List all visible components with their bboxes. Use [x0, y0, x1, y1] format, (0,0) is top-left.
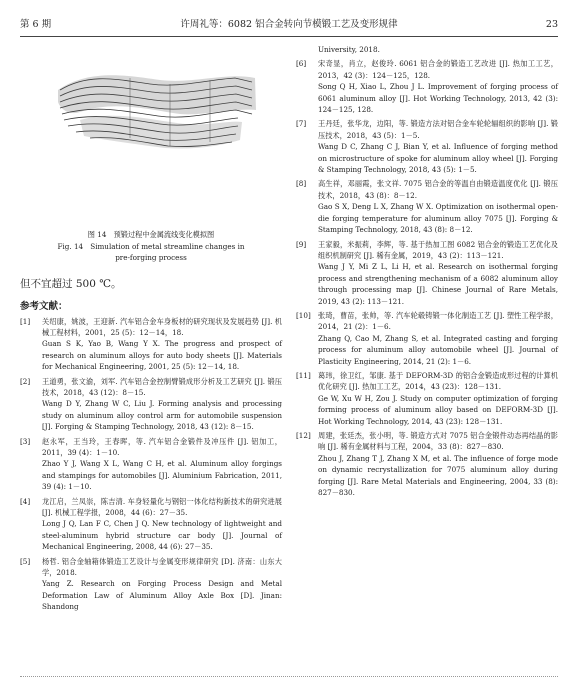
ref-number: [10]: [296, 310, 311, 320]
body-paragraph-tail: 但不宜超过 500 ℃。: [20, 277, 122, 290]
running-title: 许周礼等：6082 铝合金转向节模锻工艺及变形规律: [180, 19, 398, 30]
reference-12: [296, 430, 558, 498]
reference-7: [296, 118, 558, 175]
ref-number: [9]: [296, 239, 307, 249]
ref-number: [8]: [296, 179, 307, 189]
ref-number: [5]: [20, 556, 31, 566]
figure-caption-en-1: Fig. 14 Simulation of metal streamline changes in: [57, 241, 245, 251]
ref-number: [3]: [20, 436, 31, 446]
ref-text-en: Song Q H, Xiao L, Zhou J L. Improvement of forging process of 6061 aluminum alloy [J]. Hot Working Technology, 2013, 42 (3): 124－125, 128.: [318, 82, 558, 115]
ref-text-en: Wang D Y, Zhang W C, Liu J. Forming analysis and processing study on aluminum alloy control arm for automobile suspension [J]. Forging & Stamping Technology, 2018, 43 (12): 8－15.: [42, 399, 282, 432]
ref-number: [6]: [296, 59, 307, 69]
header-rule: [20, 36, 558, 37]
ref-text-en: Wang J Y, Mi Z L, Li H, et al. Research on isothermal forging process and strengthening mechanism of a 6082 aluminum alloy through processing map [J]. Chinese Journal of Rare Metals, 2019, 43 (2): 113－121.: [318, 262, 558, 306]
references-heading: 参考文献：: [20, 300, 68, 312]
reference-10: [296, 310, 558, 367]
page-number: 23: [545, 19, 558, 30]
footer-rule: [20, 676, 558, 677]
ref-number: [2]: [20, 376, 31, 386]
ref-text-cn: 关绍康，姚波，王迎新. 汽车铝合金车身板材的研究现状及发展趋势 [J]. 机械工程材料，2001，25 (5)：12－14，18.: [42, 316, 282, 337]
right-column: [296, 44, 558, 501]
reference-2: [20, 376, 282, 433]
ref-text-cn: 杨哲. 铝合金轴箱体锻造工艺设计与金属变形规律研究 [D]. 济南：山东大学，2018.: [42, 556, 282, 578]
reference-4: [20, 496, 282, 553]
reference-6: [296, 58, 558, 115]
ref-text-en: Ge W, Xu W H, Zou J. Study on computer optimization of forging forming process of aluminum alloy based on DEFORM-3D [J]. Hot Working Technology, 2014, 43 (23): 128－131.: [318, 393, 558, 426]
ref-text-en: Guan S K, Yao B, Wang Y X. The progress and prospect of research on aluminum alloys for auto body sheets [J]. Materials for Mechanical Engineering, 2001, 25 (5): 12－14, 18.: [42, 339, 282, 372]
ref-text-cn: 葛玮，徐卫红，邹康. 基于 DEFORM-3D 的铝合金锻造成形过程的计算机优化研究 [J]. 热加工工艺，2014，43 (23)：128－131.: [318, 370, 558, 392]
ref-number: [12]: [296, 431, 311, 440]
reference-3: [20, 436, 282, 493]
left-column: [20, 44, 282, 616]
reference-1: [20, 316, 282, 373]
ref-text-cn: 宋奇显，肖立，赵俊玲. 6061 铝合金的锻造工艺改进 [J]. 热加工工艺，2013，42 (3)：124－125，128.: [318, 59, 558, 80]
ref-text-en: Long J Q, Lan F C, Chen J Q. New technology of lightweight and steel-aluminum hybrid structure car body [J]. Journal of Mechanical Engineering, 2008, 44 (6): 27－35.: [42, 519, 282, 552]
figure-caption-en-2: pre-forging process: [115, 253, 187, 262]
ref-text-cn: 周建，张廷杰，张小明，等. 锻造方式对 7075 铝合金锻件动态再结晶的影响 [J]. 稀有金属材料与工程，2004，33 (8)：827－830.: [318, 431, 558, 452]
ref-text-cn: 高生祥，邓丽霞，张文祥. 7075 铝合金的等温自由锻造温度优化 [J]. 锻压技术，2018，43 (8)：8－12.: [318, 179, 558, 200]
ref-text-cn: 张琦，曹苗，张帅，等. 汽车轮毂铸锻一体化制造工艺 [J]. 塑性工程学报，2014，21 (2)：1－6.: [318, 310, 558, 332]
reference-8: [296, 178, 558, 235]
ref-text-cn: 王道勇，张文渝，刘军. 汽车铝合金控制臂锻成形分析及工艺研究 [J]. 锻压技术，2018，43 (12)：8－15.: [42, 376, 282, 397]
reference-11: [296, 370, 558, 427]
reference-5-continued: University, 2018.: [318, 45, 380, 54]
reference-5: [20, 556, 282, 613]
reference-9: [296, 239, 558, 307]
ref-text-en: Zhou J, Zhang T J, Zhang X M, et al. The influence of forge mode on dynamic recrystallization for 7075 aluminum alloy during forging [J]. Rare Metal Materials and Engineering, 2004, 33 (8): 827－830.: [318, 453, 558, 498]
figure-14: [20, 44, 282, 179]
page-header: [20, 18, 558, 32]
ref-text-cn: 龙江启，兰凤崇，陈吉清. 车身轻量化与钢铝一体化结构新技术的研究进展 [J]. 机械工程学报，2008，44 (6)：27－35.: [42, 496, 282, 517]
ref-text-en: Zhang Q, Cao M, Zhang S, et al. Integrated casting and forging process for aluminum alloy automobile wheel [J]. Journal of Plasticity Engineering, 2014, 21 (2): 1－6.: [318, 333, 558, 366]
ref-number: [7]: [296, 119, 307, 129]
ref-text-en: Wang D C, Zhang C J, Bian Y, et al. Influence of forging method on microstructure of spoke for aluminum alloy wheel [J]. Forging & Stamping Technology, 2018, 43 (5): 1－5.: [318, 142, 558, 175]
ref-text-cn: 王家毅，米振莉，李辉，等. 基于热加工图 6082 铝合金的锻造工艺优化及组织机制研究 [J]. 稀有金属，2019，43 (2)：113－121.: [318, 239, 558, 260]
figure-caption-cn: 图 14 预锻过程中金属流线变化模拟图: [87, 230, 215, 239]
ref-number: [1]: [20, 316, 31, 326]
ref-text-en: Gao S X, Deng L X, Zhang W X. Optimization on isothermal open-die forging temperature for aluminum alloy 7075 [J]. Forging & Stamping Technology, 2018, 43 (8): 8－12.: [318, 202, 558, 235]
ref-text-cn: 赵永军，王当玲，王春晖，等. 汽车铝合金锻件及冲压件 [J]. 铝加工，2011，39 (4)：1－10.: [42, 436, 282, 457]
ref-number: [4]: [20, 496, 31, 506]
ref-text-en: Zhao Y J, Wang X L, Wang C H, et al. Aluminum alloy forgings and stampings for automobiles [J]. Aluminium Fabrication, 2011, 39 (4): 1－10.: [42, 459, 282, 492]
ref-text-cn: 王丹廷，张华龙，边阳，等. 锻造方法对铝合金车轮轮辐组织的影响 [J]. 锻压技术，2018，43 (5)：1－5.: [318, 119, 558, 140]
ref-number: [11]: [296, 370, 311, 380]
streamline-simulation-image: [20, 50, 282, 185]
issue-number: 第 6 期: [20, 19, 52, 30]
ref-text-en: Yang Z. Research on Forging Process Design and Metal Deformation Law of Aluminum Alloy Axle Box [D]. Jinan: Shandong: [42, 579, 282, 612]
